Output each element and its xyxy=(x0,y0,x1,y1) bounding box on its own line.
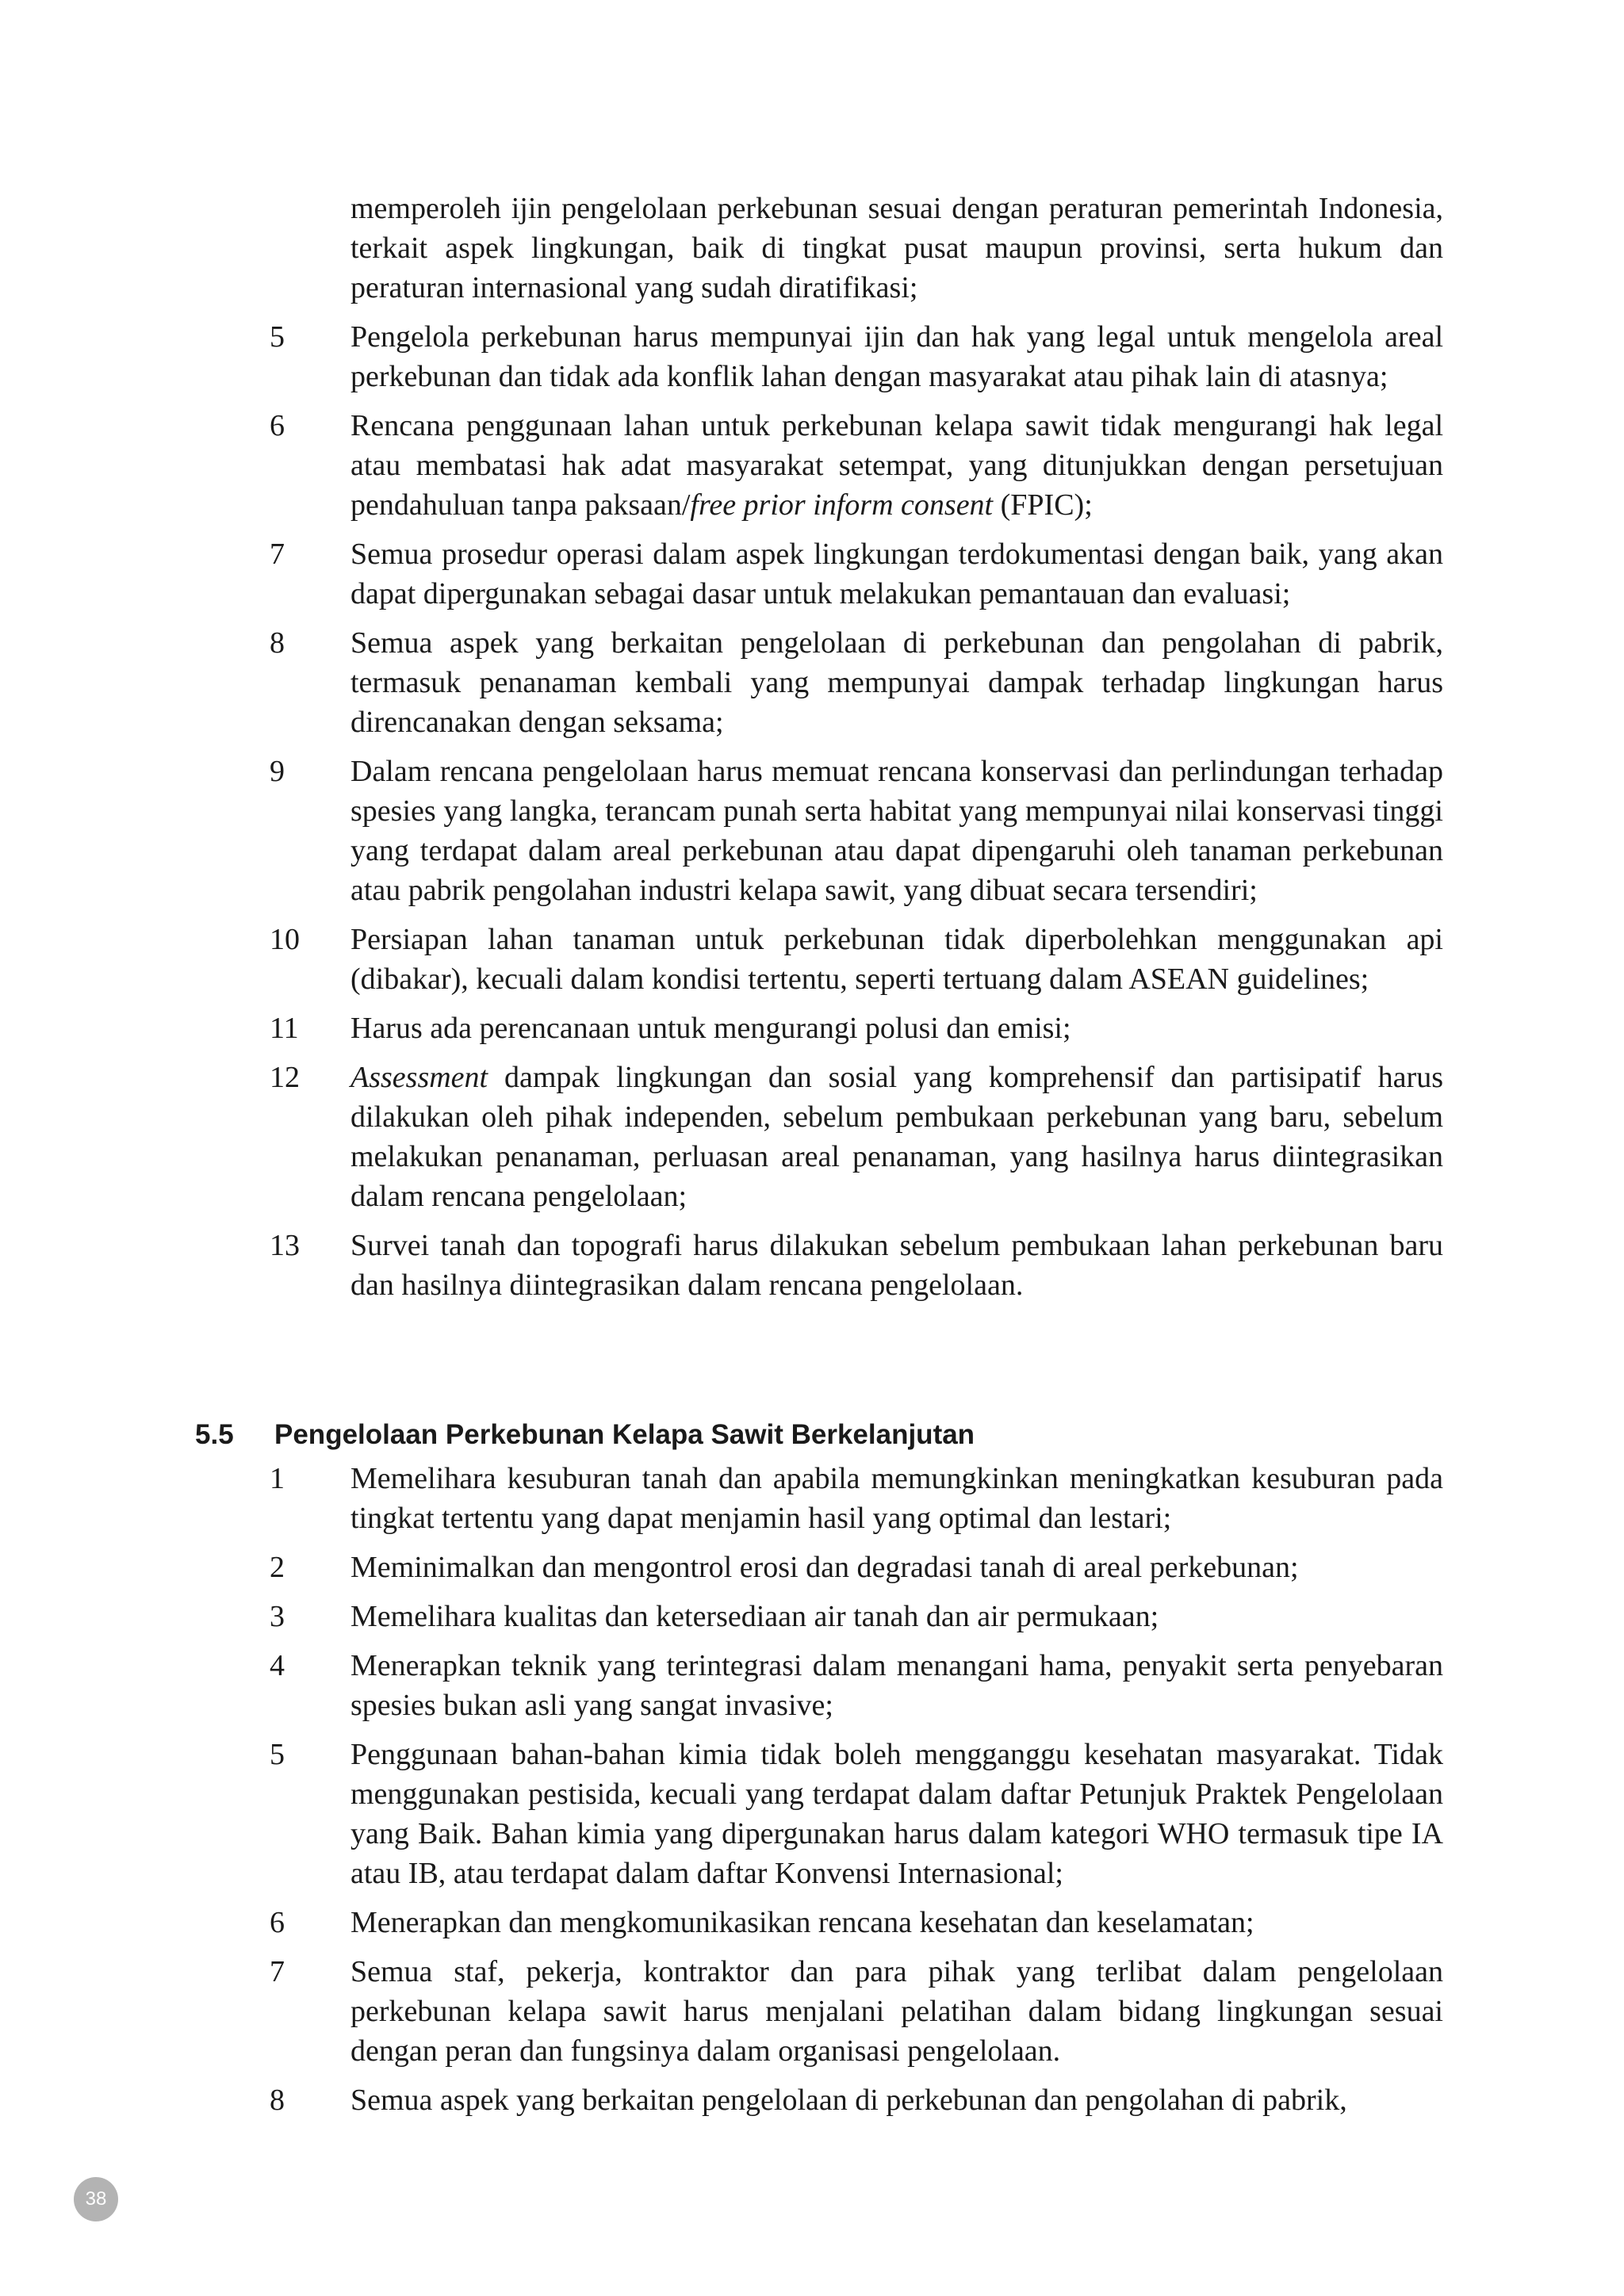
list-item xyxy=(270,1548,1443,1587)
list-item xyxy=(270,623,1443,742)
list-item xyxy=(270,1903,1443,1942)
list-item-number: 6 xyxy=(270,1906,285,1939)
list-item-text xyxy=(350,406,1443,525)
list-item xyxy=(270,2080,1443,2120)
list-item-number: 5 xyxy=(270,320,285,354)
list-item xyxy=(270,920,1443,999)
list-item-text: Semua aspek yang berkaitan pengelolaan di perkebunan dan pengolahan di pabrik, xyxy=(350,2084,1347,2117)
list-item xyxy=(270,1008,1443,1048)
list-item-text: Semua prosedur operasi dalam aspek lingkungan terdokumentasi dengan baik, yang akan dapat dipergunakan sebagai dasar untuk melakukan pemantauan dan evaluasi; xyxy=(350,538,1443,610)
list-item-number: 13 xyxy=(270,1229,300,1262)
list-item-number: 8 xyxy=(270,626,285,660)
list-item-number: 8 xyxy=(270,2084,285,2117)
list-item-number: 7 xyxy=(270,1955,285,1988)
list-item-text-italic: free prior inform consent xyxy=(690,488,994,522)
list-item-text: Menerapkan dan mengkomunikasikan rencana kesehatan dan keselamatan; xyxy=(350,1906,1254,1939)
list-item xyxy=(270,317,1443,396)
list-item-text: Memelihara kesuburan tanah dan apabila memungkinkan meningkatkan kesuburan pada tingkat tertentu yang dapat menjamin hasil yang optimal dan lestari; xyxy=(350,1462,1443,1535)
list-continuation-text: memperoleh ijin pengelolaan perkebunan sesuai dengan peraturan pemerintah Indonesia, terkait aspek lingkungan, baik di tingkat pusat maupun provinsi, serta hukum dan peraturan internasional yang sudah diratifikasi; xyxy=(350,192,1443,304)
section-heading xyxy=(195,1418,975,1452)
list-item xyxy=(270,1735,1443,1893)
section-title: Pengelolaan Perkebunan Kelapa Sawit Berkelanjutan xyxy=(274,1419,975,1450)
list-item-text: Dalam rencana pengelolaan harus memuat rencana konservasi dan perlindungan terhadap spesies yang langka, terancam punah serta habitat yang mempunyai nilai konservasi tinggi yang terdapat dalam areal perkebunan atau dapat dipengaruhi oleh tanaman perkebunan atau pabrik pengolahan industri kelapa sawit, yang dibuat secara tersendiri; xyxy=(350,755,1443,907)
list-item-text: Pengelola perkebunan harus mempunyai ijin dan hak yang legal untuk mengelola areal perkebunan dan tidak ada konflik lahan dengan masyarakat atau pihak lain di atasnya; xyxy=(350,320,1443,393)
list-item-text: Meminimalkan dan mengontrol erosi dan degradasi tanah di areal perkebunan; xyxy=(350,1551,1299,1584)
list-item xyxy=(270,1058,1443,1216)
list-item-text: Menerapkan teknik yang terintegrasi dalam menangani hama, penyakit serta penyebaran spesies bukan asli yang sangat invasive; xyxy=(350,1649,1443,1722)
list-item-number: 12 xyxy=(270,1061,300,1094)
list-item-number: 10 xyxy=(270,923,300,956)
list-item-text: Survei tanah dan topografi harus dilakukan sebelum pembukaan lahan perkebunan baru dan hasilnya diintegrasikan dalam rencana pengelolaan. xyxy=(350,1229,1443,1302)
list-item-text-part: dampak lingkungan dan sosial yang komprehensif dan partisipatif harus dilakukan oleh pihak independen, sebelum pembukaan perkebunan yang baru, sebelum melakukan penanaman, perluasan areal penanaman, yang hasilnya harus diintegrasikan dalam rencana pengelolaan; xyxy=(350,1061,1443,1213)
list-item xyxy=(270,1459,1443,1538)
list-item-text-part: (FPIC); xyxy=(993,488,1093,522)
list-item xyxy=(270,534,1443,614)
list-item-number: 3 xyxy=(270,1600,285,1633)
list-item-text: Penggunaan bahan-bahan kimia tidak boleh mengganggu kesehatan masyarakat. Tidak menggunakan pestisida, kecuali yang terdapat dalam daftar Petunjuk Praktek Pengelolaan yang Baik. Bahan kimia yang dipergunakan harus dalam kategori WHO termasuk tipe IA atau IB, atau terdapat dalam daftar Konvensi Internasional; xyxy=(350,1738,1443,1890)
list-item-text xyxy=(350,1058,1443,1216)
list-item-number: 5 xyxy=(270,1738,285,1771)
list-item-number: 1 xyxy=(270,1462,285,1495)
list-item-text: Harus ada perencanaan untuk mengurangi polusi dan emisi; xyxy=(350,1012,1071,1045)
list-item-number: 6 xyxy=(270,409,285,442)
list-item-number: 9 xyxy=(270,755,285,788)
list-item-text: Memelihara kualitas dan ketersediaan air tanah dan air permukaan; xyxy=(350,1600,1159,1633)
list-item-text: Semua staf, pekerja, kontraktor dan para pihak yang terlibat dalam pengelolaan perkebunan kelapa sawit harus menjalani pelatihan dalam bidang lingkungan sesuai dengan peran dan fungsinya dalam organisasi pengelolaan. xyxy=(350,1955,1443,2068)
list-item-number: 2 xyxy=(270,1551,285,1584)
page-number-badge: 38 xyxy=(74,2177,118,2221)
list-item xyxy=(270,1226,1443,1305)
list-item-number: 11 xyxy=(270,1012,299,1045)
section-number: 5.5 xyxy=(195,1419,234,1450)
top-list xyxy=(270,189,1443,1314)
list-item-text-italic: Assessment xyxy=(350,1061,488,1094)
list-item-number: 4 xyxy=(270,1649,285,1682)
list-item-text: Persiapan lahan tanaman untuk perkebunan tidak diperbolehkan menggunakan api (dibakar), kecuali dalam kondisi tertentu, seperti tertuang dalam ASEAN guidelines; xyxy=(350,923,1443,996)
list-item xyxy=(270,1646,1443,1725)
list-item-number: 7 xyxy=(270,538,285,571)
list-item-text: Semua aspek yang berkaitan pengelolaan di perkebunan dan pengolahan di pabrik, termasuk penanaman kembali yang mempunyai dampak terhadap lingkungan harus direncanakan dengan seksama; xyxy=(350,626,1443,739)
list-item xyxy=(270,1952,1443,2071)
list-item xyxy=(270,752,1443,910)
list-item xyxy=(270,406,1443,525)
list-item-text-part: Rencana penggunaan lahan untuk perkebunan kelapa sawit tidak mengurangi hak legal atau membatasi hak adat masyarakat setempat, yang ditunjukkan dengan persetujuan pendahuluan tanpa paksaan/ xyxy=(350,409,1443,522)
list-item xyxy=(270,1597,1443,1636)
section-list xyxy=(270,1459,1443,2130)
